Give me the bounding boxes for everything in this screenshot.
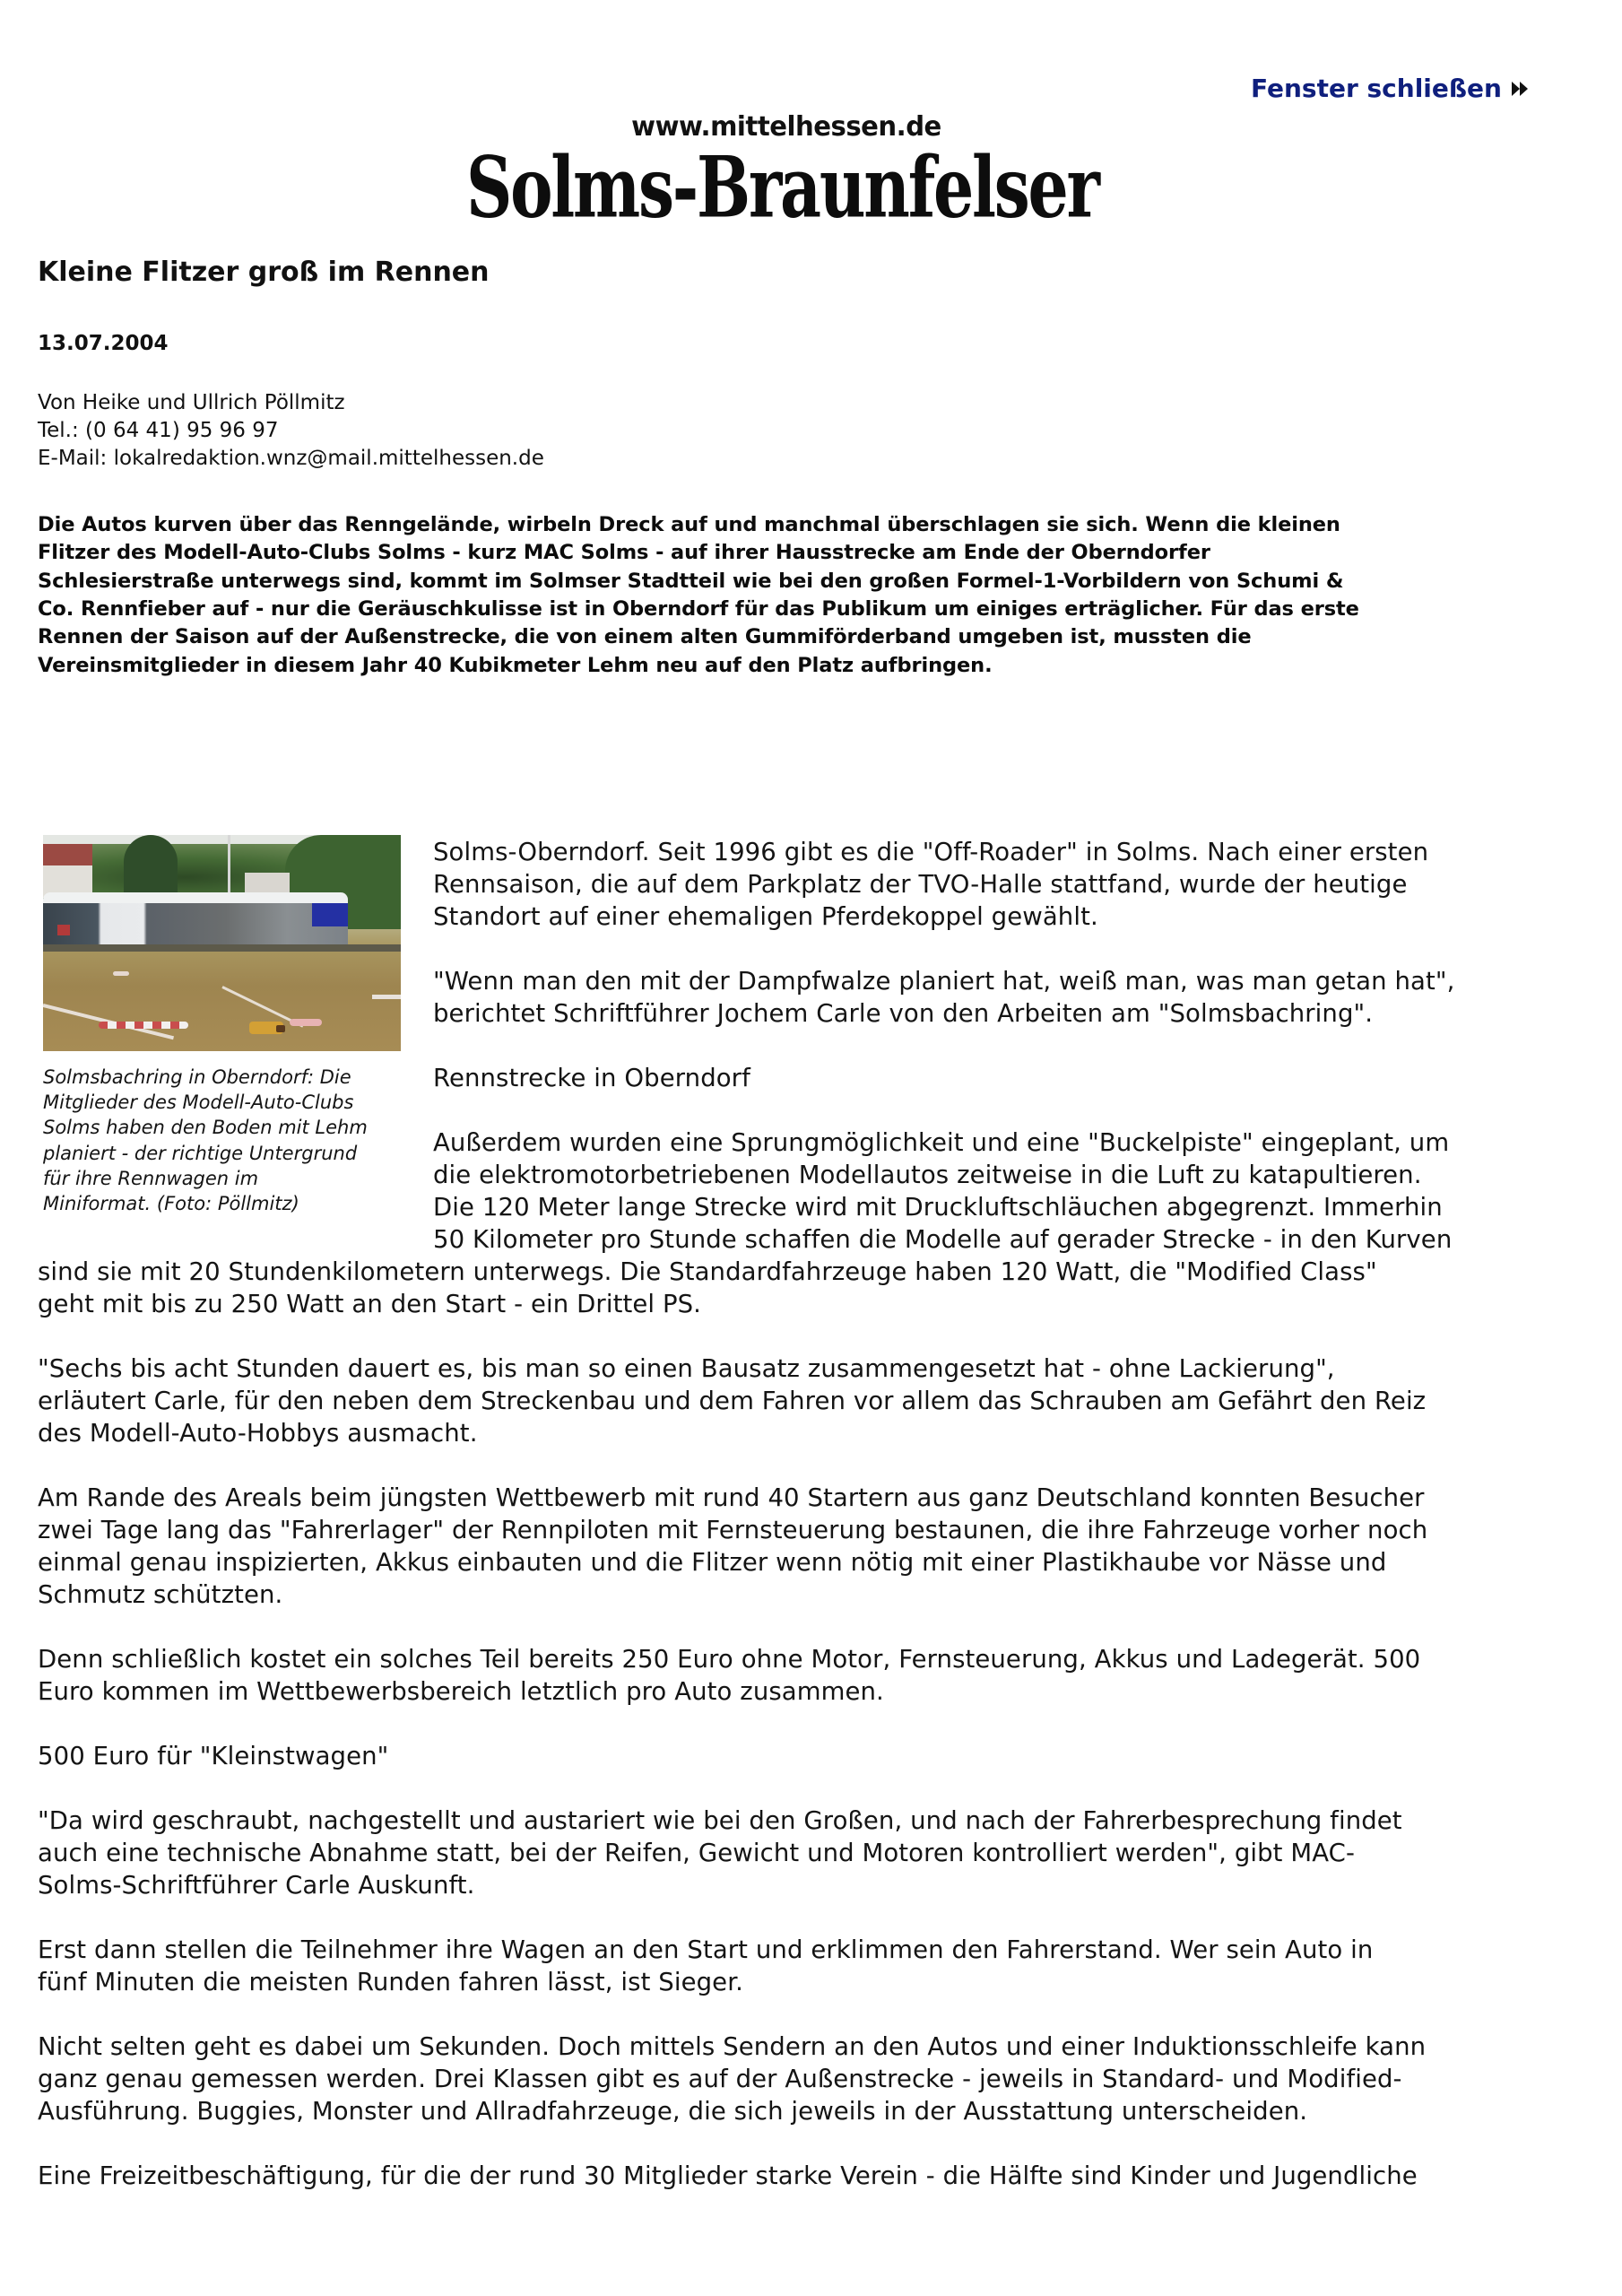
body-line: "Sechs bis acht Stunden dauert es, bis man so einen Bausatz zusammengesetzt hat - ohne Lackierung", bbox=[38, 1354, 1335, 1383]
body-line: "Wenn man den mit der Dampfwalze planiert hat, weiß man, was man getan hat", bbox=[433, 967, 1455, 996]
body-line: Solms-Schriftführer Carle Auskunft. bbox=[38, 1871, 475, 1900]
article-photo bbox=[43, 835, 401, 1051]
body-line: Rennsaison, die auf dem Parkplatz der TVO-Halle stattfand, wurde der heutige bbox=[433, 870, 1408, 899]
body-line: des Modell-Auto-Hobbys ausmacht. bbox=[38, 1419, 478, 1448]
close-window-label: Fenster schließen bbox=[1251, 74, 1502, 103]
site-url: www.mittelhessen.de bbox=[631, 111, 941, 143]
newspaper-logo: Solms-Braunfelser bbox=[466, 137, 1098, 237]
subheading: 500 Euro für "Kleinstwagen" bbox=[38, 1742, 389, 1770]
lead-line: Flitzer des Modell-Auto-Clubs Solms - kurz MAC Solms - auf ihrer Hausstrecke am Ende der Oberndorfer bbox=[38, 541, 1210, 565]
lead-line: Vereinsmitglieder in diesem Jahr 40 Kubikmeter Lehm neu auf den Platz aufbringen. bbox=[38, 653, 993, 677]
body-line: Am Rande des Areals beim jüngsten Wettbewerb mit rund 40 Startern aus ganz Deutschland konnten Besucher bbox=[38, 1483, 1425, 1512]
body-line: zwei Tage lang das "Fahrerlager" der Rennpiloten mit Fernsteuerung bestaunen, die ihre Fahrzeuge vorher noch bbox=[38, 1516, 1428, 1544]
caption-line: Solms haben den Boden mit Lehm bbox=[43, 1117, 368, 1139]
body-line: einmal genau inspizierten, Akkus einbauten und die Flitzer wenn nötig mit einer Plastikhaube vor Nässe und bbox=[38, 1548, 1387, 1577]
byline-author: Von Heike und Ullrich Pöllmitz bbox=[38, 391, 345, 414]
caption-line: für ihre Rennwagen im bbox=[43, 1167, 259, 1189]
article-title: Kleine Flitzer groß im Rennen bbox=[38, 257, 490, 288]
body-line: berichtet Schriftführer Jochem Carle von den Arbeiten am "Solmsbachring". bbox=[433, 999, 1374, 1028]
byline-phone: Tel.: (0 64 41) 95 96 97 bbox=[38, 419, 279, 442]
body-line: ganz genau gemessen werden. Drei Klassen gibt es auf der Außenstrecke - jeweils in Standard- und Modified- bbox=[38, 2065, 1402, 2093]
byline-email: E-Mail: lokalredaktion.wnz@mail.mittelhessen.de bbox=[38, 447, 544, 470]
lead-line: Rennen der Saison auf der Außenstrecke, die von einem alten Gummiförderband umgeben ist, mussten die bbox=[38, 625, 1252, 649]
body-line: Denn schließlich kostet ein solches Teil bereits 250 Euro ohne Motor, Fernsteuerung, Akkus und Ladegerät. 500 bbox=[38, 1645, 1421, 1674]
body-line: die elektromotorbetriebenen Modellautos zeitweise in die Luft zu katapultieren. bbox=[433, 1161, 1422, 1189]
body-line: Nicht selten geht es dabei um Sekunden. Doch mittels Sendern an den Autos und einer Induktionsschleife kann bbox=[38, 2032, 1427, 2061]
body-line: Die 120 Meter lange Strecke wird mit Druckluftschläuchen abgegrenzt. Immerhin bbox=[433, 1193, 1443, 1222]
lead-line: Co. Rennfieber auf - nur die Geräuschkulisse ist in Oberndorf für das Publikum um einiges erträglicher. Für das erste bbox=[38, 596, 1359, 621]
body-line: Solms-Oberndorf. Seit 1996 gibt es die "Off-Roader" in Solms. Nach einer ersten bbox=[433, 838, 1429, 866]
body-line: Euro kommen im Wettbewerbsbereich letztlich pro Auto zusammen. bbox=[38, 1677, 884, 1706]
body-line: Eine Freizeitbeschäftigung, für die der rund 30 Mitglieder starke Verein - die Hälfte sind Kinder und Jugendliche bbox=[38, 2161, 1418, 2190]
body-line: sind sie mit 20 Stundenkilometern unterwegs. Die Standardfahrzeuge haben 120 Watt, die "Modified Class" bbox=[38, 1257, 1377, 1286]
body-line: fünf Minuten die meisten Runden fahren lässt, ist Sieger. bbox=[38, 1968, 743, 1996]
body-line: Außerdem wurden eine Sprungmöglichkeit und eine "Buckelpiste" eingeplant, um bbox=[433, 1128, 1450, 1157]
caption-line: Mitglieder des Modell-Auto-Clubs bbox=[43, 1091, 354, 1114]
double-arrow-right-icon bbox=[1511, 80, 1531, 98]
article-date: 13.07.2004 bbox=[38, 332, 169, 355]
caption-line: Solmsbachring in Oberndorf: Die bbox=[43, 1066, 351, 1088]
body-line: 50 Kilometer pro Stunde schaffen die Modelle auf gerader Strecke - in den Kurven bbox=[433, 1225, 1453, 1254]
body-line: auch eine technische Abnahme statt, bei der Reifen, Gewicht und Motoren kontrolliert werden", gibt MAC- bbox=[38, 1839, 1355, 1867]
body-line: Schmutz schützten. bbox=[38, 1580, 283, 1609]
lead-line: Die Autos kurven über das Renngelände, wirbeln Dreck auf und manchmal überschlagen sie sich. Wenn die kleinen bbox=[38, 513, 1340, 536]
body-line: erläutert Carle, für den neben dem Streckenbau und dem Fahren vor allem das Schrauben am Gefährt den Reiz bbox=[38, 1387, 1427, 1415]
caption-line: planiert - der richtige Untergrund bbox=[43, 1142, 358, 1164]
caption-line: Miniformat. (Foto: Pöllmitz) bbox=[43, 1193, 299, 1214]
body-line: Erst dann stellen die Teilnehmer ihre Wagen an den Start und erklimmen den Fahrerstand. Wer sein Auto in bbox=[38, 1935, 1374, 1964]
body-line: geht mit bis zu 250 Watt an den Start - ein Drittel PS. bbox=[38, 1290, 702, 1318]
subheading: Rennstrecke in Oberndorf bbox=[433, 1064, 750, 1092]
body-line: Ausführung. Buggies, Monster und Allradfahrzeuge, die sich jeweils in der Ausstattung unterscheiden. bbox=[38, 2097, 1308, 2126]
lead-line: Schlesierstraße unterwegs sind, kommt im Solmser Stadtteil wie bei den großen Formel-1-Vorbildern von Schumi & bbox=[38, 569, 1344, 593]
close-window-link[interactable] bbox=[1251, 74, 1531, 103]
body-line: "Da wird geschraubt, nachgestellt und austariert wie bei den Großen, und nach der Fahrerbesprechung findet bbox=[38, 1806, 1402, 1835]
body-line: Standort auf einer ehemaligen Pferdekoppel gewählt. bbox=[433, 902, 1098, 931]
